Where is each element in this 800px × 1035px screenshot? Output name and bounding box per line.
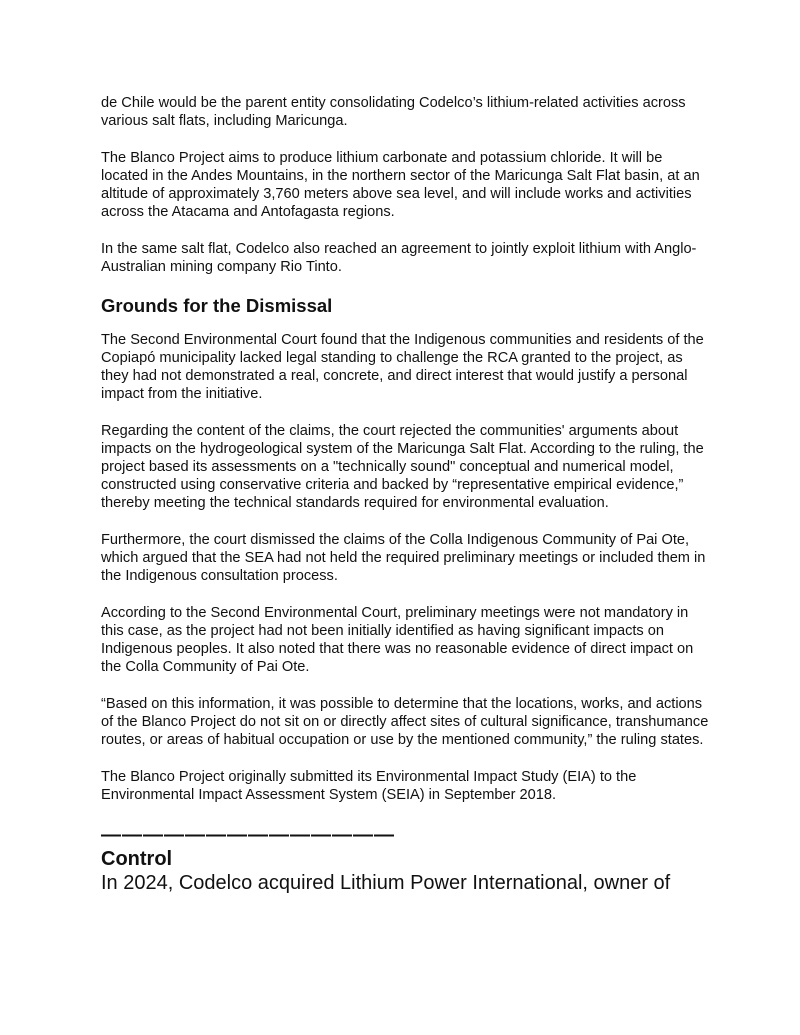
divider-line: ——————————————: [101, 824, 395, 846]
paragraph-rio-tinto: In the same salt flat, Codelco also reached an agreement to jointly exploit lithium with Anglo-Australian mining company Rio Tinto.: [101, 241, 697, 275]
paragraph-blanco-project: The Blanco Project aims to produce lithium carbonate and potassium chloride. It will be located in the Andes Mountains, in the northern sector of the Maricunga Salt Flat basin, at an altitude of approximately 3,760 meters above sea level, and will include works and activities across the Atacama and Antofagasta regions.: [101, 150, 700, 220]
paragraph-colla-claims: Furthermore, the court dismissed the claims of the Colla Indigenous Community of Pai Ote, which argued that the SEA had not held the required preliminary meetings or included them in the Indigenous consultation process.: [101, 532, 706, 584]
control-heading: Control: [101, 848, 173, 870]
paragraph-preliminary-meetings: According to the Second Environmental Court, preliminary meetings were not mandatory in this case, as the project had not been initially identified as having significant impacts on Indigenous peoples. It also noted that there was no reasonable evidence of direct impact on the Colla Community of Pai Ote.: [101, 605, 694, 675]
paragraph-legal-standing: The Second Environmental Court found that the Indigenous communities and residents of the Copiapó municipality lacked legal standing to challenge the RCA granted to the project, as they had not demonstrated a real, concrete, and direct interest that would justify a personal impact from the initiative.: [101, 332, 704, 402]
article-page: [101, 94, 711, 895]
control-paragraph: In 2024, Codelco acquired Lithium Power International, owner of: [101, 872, 671, 894]
paragraph-hydrogeological: Regarding the content of the claims, the court rejected the communities' arguments about impacts on the hydrogeological system of the Maricunga Salt Flat. According to the ruling, the project based its assessments on a "technically sound" conceptual and numerical model, constructed using conservative criteria and backed by “representative empirical evidence,” thereby meeting the technical standards required for environmental evaluation.: [101, 423, 704, 511]
paragraph-parent-entity: de Chile would be the parent entity consolidating Codelco’s lithium-related activities across various salt flats, including Maricunga.: [101, 95, 686, 129]
paragraph-ruling-quote: “Based on this information, it was possible to determine that the locations, works, and actions of the Blanco Project do not sit on or directly affect sites of cultural significance, transhumance routes, or areas of habitual occupation or use by the mentioned community,” the ruling states.: [101, 696, 709, 748]
section-heading-dismissal: Grounds for the Dismissal: [101, 295, 333, 316]
paragraph-eia-submission: The Blanco Project originally submitted its Environmental Impact Study (EIA) to the Environmental Impact Assessment System (SEIA) in September 2018.: [101, 769, 637, 803]
